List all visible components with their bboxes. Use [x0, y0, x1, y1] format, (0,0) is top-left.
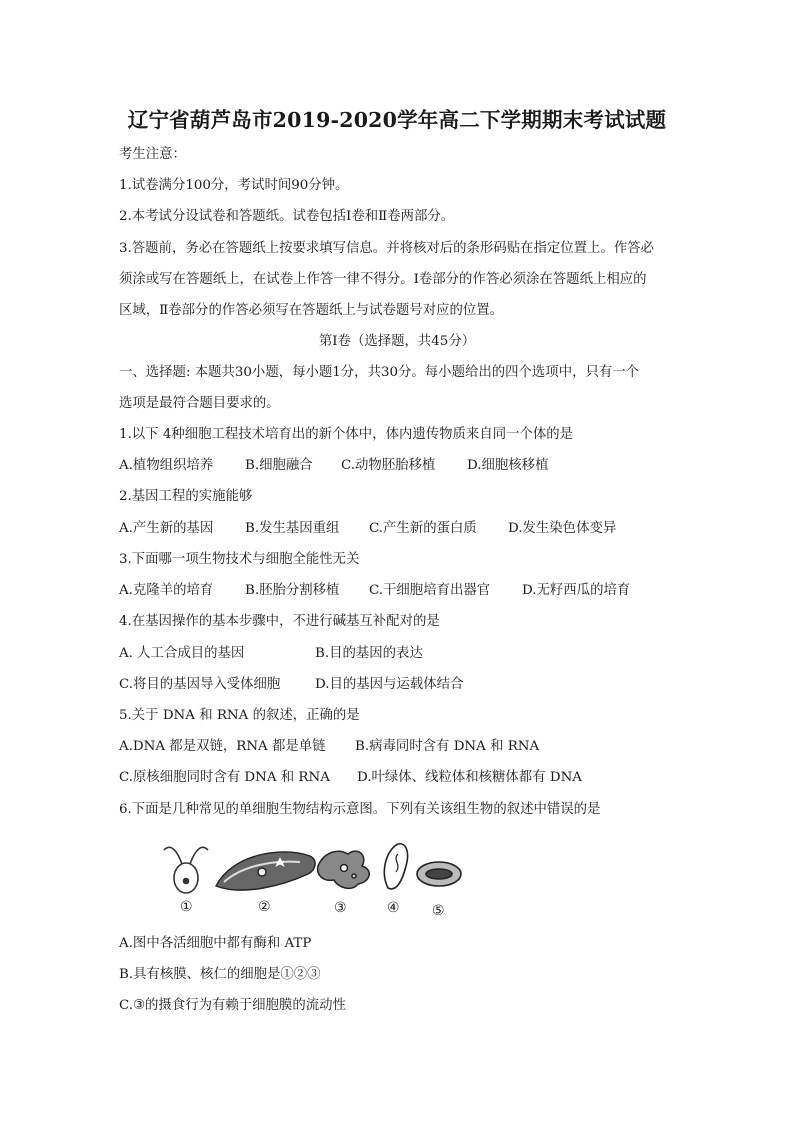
question-6-option-b: B.具有核膜、核仁的细胞是①②③ — [119, 967, 321, 982]
question-1-options — [119, 457, 548, 475]
figure-label-5: ⑤ — [432, 903, 445, 919]
question-6-stem: 6.下面是几种常见的单细胞生物结构示意图。下列有关该组生物的叙述中错误的是 — [119, 802, 601, 817]
question-6-option-a: A.图中各活细胞中都有酶和 ATP — [119, 936, 312, 951]
exam-title: 辽宁省葫芦岛市2019-2020学年高二下学期期末考试试题 — [127, 108, 667, 132]
option-b: B.细胞融合 — [245, 458, 313, 473]
figure-label-3: ③ — [334, 900, 347, 916]
organism-2-drawing — [216, 852, 315, 890]
option-d: D.叶绿体、线粒体和核糖体都有 DNA — [357, 770, 582, 785]
option-a: A. 人工合成目的基因 — [119, 646, 245, 661]
question-2-stem: 2.基因工程的实施能够 — [119, 489, 253, 504]
option-c: C.原核细胞同时含有 DNA 和 RNA — [119, 770, 330, 785]
part-intro-line-2: 选项是最符合题目要求的。 — [119, 396, 280, 411]
option-b: B.目的基因的表达 — [315, 646, 423, 661]
notice-heading: 考生注意： — [119, 147, 186, 162]
question-3-stem: 3.下面哪一项生物技术与细胞全能性无关 — [119, 552, 360, 567]
option-c: C.产生新的蛋白质 — [369, 521, 477, 536]
single-cell-organisms-figure — [112, 826, 472, 926]
figure-label-4: ④ — [387, 900, 400, 916]
notice-line-1: 1.试卷满分100分，考试时间90分钟。 — [119, 178, 349, 193]
notice-line-3: 3.答题前，务必在答题纸上按要求填写信息。并将核对后的条形码贴在指定位置上。作答必 — [119, 241, 655, 256]
option-c: C.干细胞培育出器官 — [369, 583, 491, 598]
option-a: A.产生新的基因 — [119, 521, 214, 536]
question-5-stem: 5.关于 DNA 和 RNA 的叙述，正确的是 — [119, 708, 360, 723]
option-a: A.植物组织培养 — [119, 458, 214, 473]
question-4-options-row-1 — [119, 645, 423, 663]
question-6-option-c: C.③的摄食行为有赖于细胞膜的流动性 — [119, 998, 346, 1013]
organism-5-drawing — [417, 862, 461, 886]
option-d: D.发生染色体变异 — [508, 521, 617, 536]
option-a: A.克隆羊的培育 — [119, 583, 214, 598]
figure-label-2: ② — [258, 899, 271, 915]
question-2-options — [119, 520, 616, 538]
organism-4-drawing — [384, 844, 407, 889]
option-b: B.胚胎分割移植 — [245, 583, 340, 598]
figure-label-1: ① — [180, 899, 193, 915]
option-a: A.DNA 都是双链，RNA 都是单链 — [119, 739, 326, 754]
option-b: B.发生基因重组 — [245, 521, 340, 536]
section-heading: 第Ⅰ卷（选择题，共45分） — [318, 334, 476, 349]
question-5-options-row-1 — [119, 738, 539, 756]
organism-1-drawing — [164, 847, 208, 893]
question-4-stem: 4.在基因操作的基本步骤中，不进行碱基互补配对的是 — [119, 614, 440, 629]
question-3-options — [119, 582, 630, 600]
question-5-options-row-2 — [119, 769, 582, 787]
option-d: D.目的基因与运载体结合 — [315, 677, 464, 692]
notice-line-4: 须涂或写在答题纸上，在试卷上作答一律不得分。Ⅰ卷部分的作答必须涂在答题纸上相应的 — [119, 272, 647, 287]
question-4-options-row-2 — [119, 676, 463, 694]
notice-line-5: 区域，Ⅱ卷部分的作答必须写在答题纸上与试卷题号对应的位置。 — [119, 303, 504, 318]
option-d: D.无籽西瓜的培育 — [522, 583, 631, 598]
notice-line-2: 2.本考试分设试卷和答题纸。试卷包括Ⅰ卷和Ⅱ卷两部分。 — [119, 209, 455, 224]
organism-3-drawing — [318, 851, 370, 888]
part-intro-line-1: 一、选择题: 本题共30小题，每小题1分，共30分。每小题给出的四个选项中，只有一个 — [119, 365, 640, 380]
question-1-stem: 1.以下 4种细胞工程技术培育出的新个体中，体内遗传物质来自同一个体的是 — [119, 427, 574, 442]
option-d: D.细胞核移植 — [467, 458, 549, 473]
option-c: C.动物胚胎移植 — [341, 458, 436, 473]
option-b: B.病毒同时含有 DNA 和 RNA — [355, 739, 540, 754]
option-c: C.将目的基因导入受体细胞 — [119, 677, 281, 692]
